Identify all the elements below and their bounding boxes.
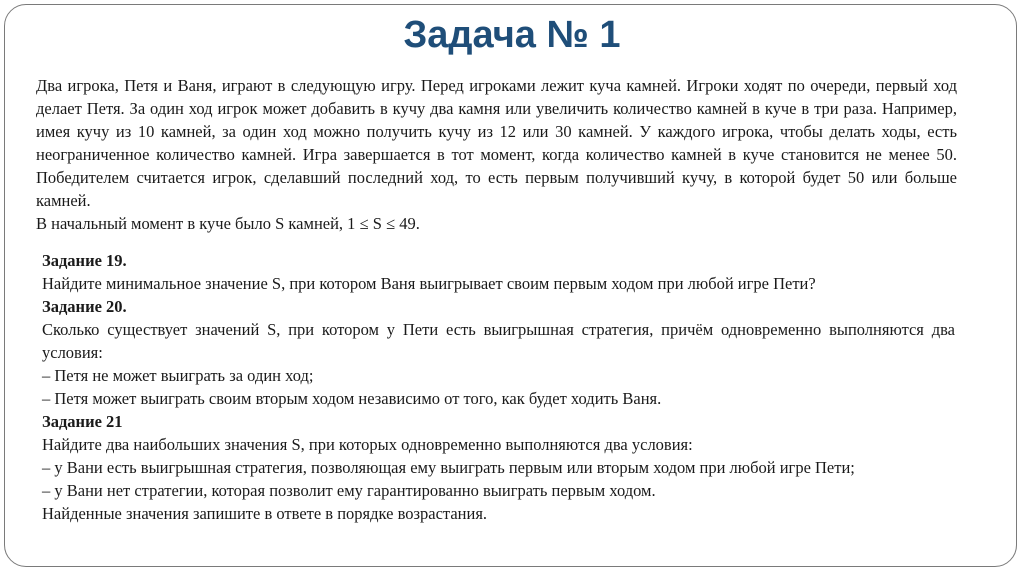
tasks-block (42, 249, 955, 525)
task-19-text: Найдите минимальное значение S, при котором Ваня выигрывает своим первым ходом при любой игре Пети? (42, 274, 816, 293)
task-21-condition-1: – у Вани есть выигрышная стратегия, позволяющая ему выиграть первым или вторым ходом при любой игре Пети; (42, 458, 855, 477)
problem-statement: Два игрока, Петя и Ваня, играют в следующую игру. Перед игроками лежит куча камней. Игроки ходят по очереди, первый ход делает Петя. За один ход игрок может добавить в кучу два камня или увеличить количество камней в куче в три раза. Например, имея кучу из 10 камней, за один ход можно получить кучу из 12 или 30 камней. У каждого игрока, чтобы делать ходы, есть неограниченное количество камней. Игра завершается в тот момент, когда количество камней в куче становится не менее 50. Победителем считается игрок, сделавший последний ход, то есть первым получивший кучу, в которой будет 50 или больше камней. (36, 76, 957, 210)
task-20-condition-2: – Петя может выиграть своим вторым ходом независимо от того, как будет ходить Ваня. (42, 389, 662, 408)
task-21-heading: Задание 21 (42, 412, 123, 431)
task-20-condition-1: – Петя не может выиграть за один ход; (42, 366, 314, 385)
task-21-footer: Найденные значения запишите в ответе в порядке возрастания. (42, 504, 488, 523)
task-20-text: Сколько существует значений S, при котором у Пети есть выигрышная стратегия, причём одновременно выполняются два условия: (42, 320, 955, 362)
task-20-heading: Задание 20. (42, 297, 127, 316)
slide-title: Задача № 1 (403, 14, 621, 56)
task-19-heading: Задание 19. (42, 251, 127, 270)
problem-statement-block (36, 74, 957, 235)
problem-initial-condition: В начальный момент в куче было S камней, 1 ≤ S ≤ 49. (36, 214, 420, 233)
task-21-condition-2: – у Вани нет стратегии, которая позволит ему гарантированно выиграть первым ходом. (42, 481, 656, 500)
task-21-text: Найдите два наибольших значения S, при которых одновременно выполняются два условия: (42, 435, 693, 454)
